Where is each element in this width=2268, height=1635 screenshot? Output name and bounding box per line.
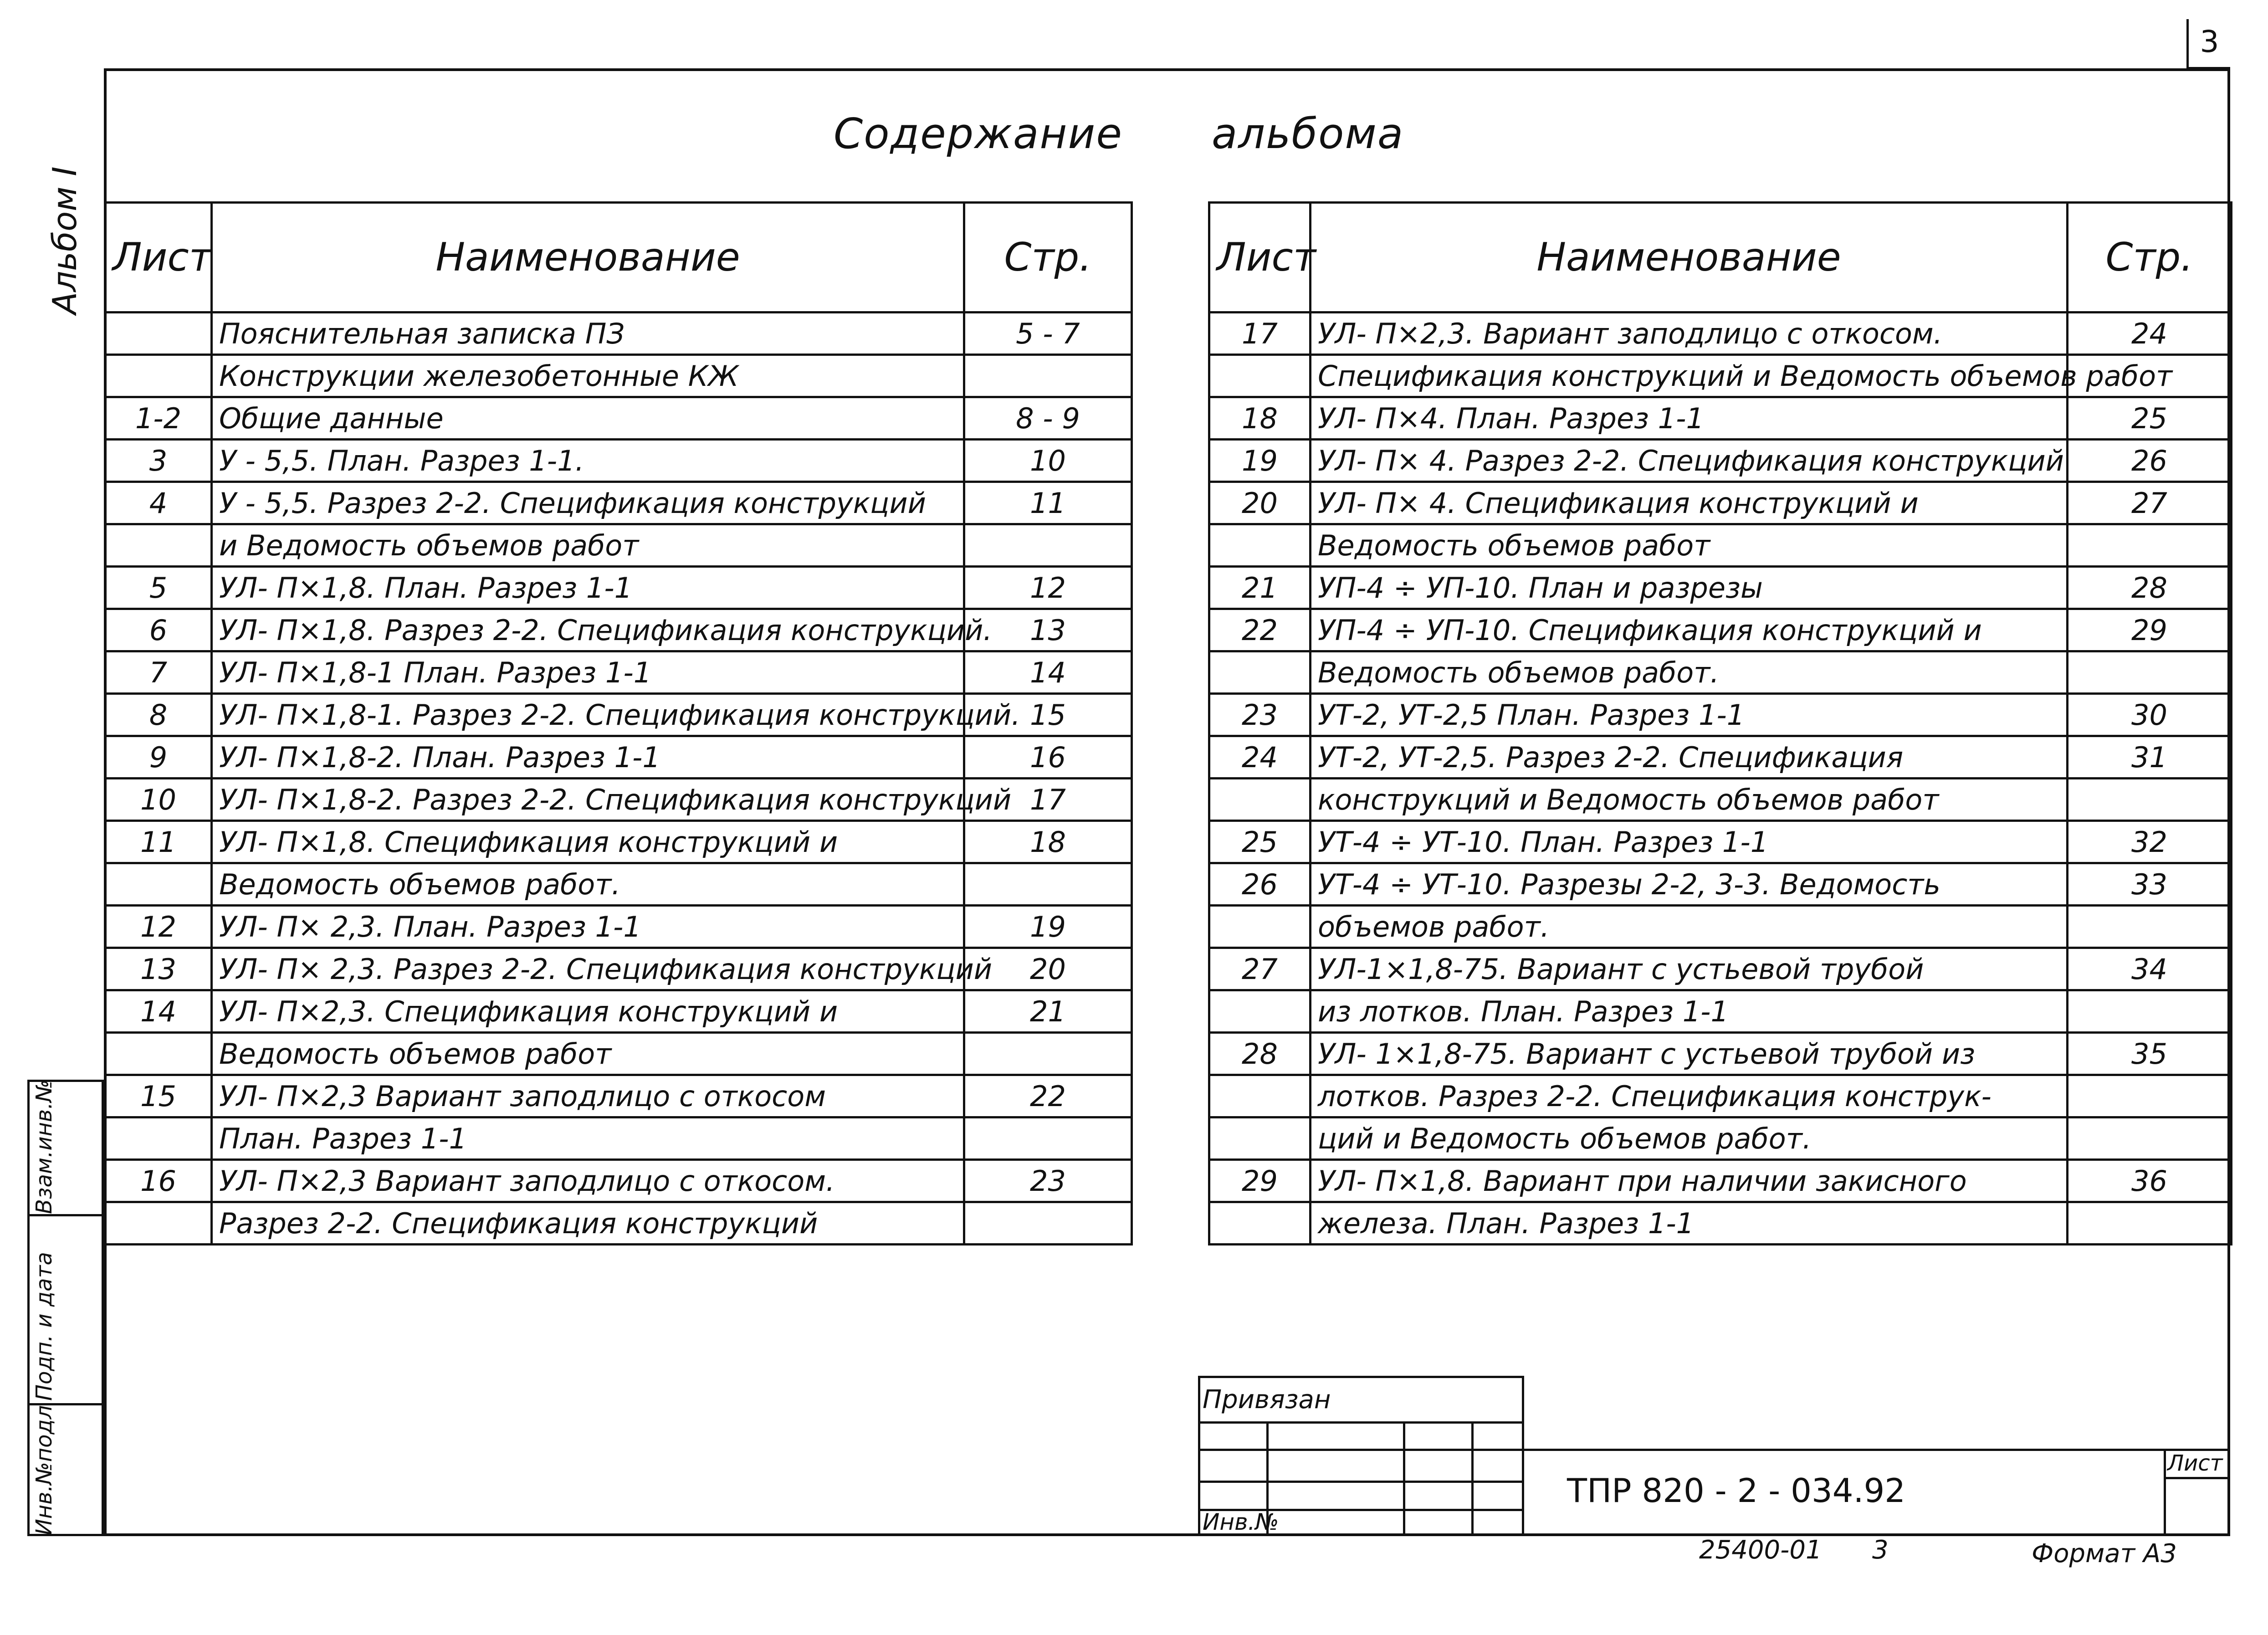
header-name: Наименование bbox=[212, 203, 964, 313]
cell-page: 33 bbox=[2068, 863, 2232, 906]
cell-name: УЛ- П×1,8. Спецификация конструкций и bbox=[212, 821, 964, 863]
table-row bbox=[105, 567, 1132, 609]
cell-sheet: 5 bbox=[105, 567, 212, 609]
stamp-signature: Подп. и дата bbox=[27, 1214, 104, 1405]
cell-name: Разрез 2-2. Спецификация конструкций bbox=[212, 1202, 964, 1245]
cell-sheet: 17 bbox=[1209, 313, 1311, 355]
cell-name: Ведомость объемов работ bbox=[212, 1033, 964, 1075]
cell-name: УЛ- П×1,8-2. Разрез 2-2. Спецификация конструкций bbox=[212, 779, 964, 821]
table-row bbox=[1209, 948, 2232, 990]
cell-name: УТ-4 ÷ УТ-10. Разрезы 2-2, 3-3. Ведомость bbox=[1311, 863, 2068, 906]
table-row bbox=[1209, 567, 2232, 609]
table-row bbox=[105, 1033, 1132, 1075]
cell-page: 32 bbox=[2068, 821, 2232, 863]
cell-page bbox=[2068, 524, 2232, 567]
table-row bbox=[105, 1202, 1132, 1245]
table-row bbox=[105, 821, 1132, 863]
cell-name: УЛ-1×1,8-75. Вариант с устьевой трубой bbox=[1311, 948, 2068, 990]
table-row bbox=[1209, 1033, 2232, 1075]
cell-name: Общие данные bbox=[212, 397, 964, 440]
cell-sheet: 4 bbox=[105, 482, 212, 524]
cell-sheet bbox=[1209, 524, 1311, 567]
cell-sheet: 15 bbox=[105, 1075, 212, 1117]
cell-page bbox=[964, 863, 1132, 906]
table-row bbox=[105, 397, 1132, 440]
table-row bbox=[1209, 609, 2232, 651]
cell-page: 28 bbox=[2068, 567, 2232, 609]
table-row bbox=[1209, 863, 2232, 906]
contents-table-left bbox=[104, 201, 1133, 1245]
format-label: Формат А3 bbox=[2032, 1539, 2177, 1568]
cell-page bbox=[2068, 906, 2232, 948]
cell-page: 13 bbox=[964, 609, 1132, 651]
header-page: Стр. bbox=[2068, 203, 2232, 313]
table-row bbox=[105, 1117, 1132, 1160]
cell-sheet: 19 bbox=[1209, 440, 1311, 482]
cell-page: 21 bbox=[964, 990, 1132, 1033]
cell-sheet bbox=[1209, 906, 1311, 948]
cell-sheet: 20 bbox=[1209, 482, 1311, 524]
cell-sheet bbox=[105, 355, 212, 397]
title-part2: альбома bbox=[1212, 109, 1404, 158]
header-sheet: Лист bbox=[105, 203, 212, 313]
cell-sheet: 1-2 bbox=[105, 397, 212, 440]
cell-sheet bbox=[105, 1117, 212, 1160]
table-row bbox=[1209, 694, 2232, 736]
cell-page bbox=[2068, 1202, 2232, 1245]
table-row bbox=[105, 651, 1132, 694]
cell-sheet: 27 bbox=[1209, 948, 1311, 990]
cell-sheet: 16 bbox=[105, 1160, 212, 1202]
cell-page: 11 bbox=[964, 482, 1132, 524]
cell-name: УЛ- П×2,3. Вариант заподлицо с откосом. bbox=[1311, 313, 2068, 355]
cell-name: УЛ- П× 2,3. Разрез 2-2. Спецификация конструкций bbox=[212, 948, 964, 990]
cell-name: Ведомость объемов работ. bbox=[1311, 651, 2068, 694]
cell-page: 22 bbox=[964, 1075, 1132, 1117]
table-row bbox=[1209, 524, 2232, 567]
cell-page: 20 bbox=[964, 948, 1132, 990]
cell-name: УП-4 ÷ УП-10. План и разрезы bbox=[1311, 567, 2068, 609]
cell-sheet: 21 bbox=[1209, 567, 1311, 609]
cell-page: 14 bbox=[964, 651, 1132, 694]
cell-sheet: 18 bbox=[1209, 397, 1311, 440]
cell-sheet bbox=[1209, 1117, 1311, 1160]
cell-name: объемов работ. bbox=[1311, 906, 2068, 948]
table-row bbox=[1209, 482, 2232, 524]
cell-page: 30 bbox=[2068, 694, 2232, 736]
album-label: Альбом I bbox=[46, 166, 84, 314]
cell-page bbox=[964, 1202, 1132, 1245]
cell-page: 5 - 7 bbox=[964, 313, 1132, 355]
table-row bbox=[1209, 736, 2232, 779]
cell-name: У - 5,5. План. Разрез 1-1. bbox=[212, 440, 964, 482]
cell-name: УЛ- П×1,8-2. План. Разрез 1-1 bbox=[212, 736, 964, 779]
cell-sheet bbox=[1209, 651, 1311, 694]
cell-sheet: 10 bbox=[105, 779, 212, 821]
cell-name: Конструкции железобетонные КЖ bbox=[212, 355, 964, 397]
cell-page: 16 bbox=[964, 736, 1132, 779]
cell-sheet: 22 bbox=[1209, 609, 1311, 651]
cell-sheet bbox=[1209, 1202, 1311, 1245]
cell-name: План. Разрез 1-1 bbox=[212, 1117, 964, 1160]
table-row bbox=[1209, 990, 2232, 1033]
cell-page: 29 bbox=[2068, 609, 2232, 651]
page-number: 3 bbox=[2186, 19, 2230, 69]
cell-page bbox=[2068, 1117, 2232, 1160]
table-row bbox=[1209, 821, 2232, 863]
cell-page bbox=[2068, 651, 2232, 694]
cell-page: 17 bbox=[964, 779, 1132, 821]
cell-name: УЛ- П×2,3. Спецификация конструкций и bbox=[212, 990, 964, 1033]
cell-name: УЛ- П×2,3 Вариант заподлицо с откосом. bbox=[212, 1160, 964, 1202]
stamp-inv-orig: Инв.№подл bbox=[27, 1403, 104, 1536]
cell-page: 19 bbox=[964, 906, 1132, 948]
doc-number: 25400-01 bbox=[1699, 1535, 1822, 1565]
table-row bbox=[1209, 779, 2232, 821]
cell-name: УЛ- П× 2,3. План. Разрез 1-1 bbox=[212, 906, 964, 948]
cell-name: и Ведомость объемов работ bbox=[212, 524, 964, 567]
cell-name: УЛ- П×1,8. Вариант при наличии закисного bbox=[1311, 1160, 2068, 1202]
cell-sheet bbox=[105, 863, 212, 906]
cell-sheet: 6 bbox=[105, 609, 212, 651]
table-row bbox=[105, 990, 1132, 1033]
cell-sheet bbox=[1209, 779, 1311, 821]
cell-page: 24 bbox=[2068, 313, 2232, 355]
cell-page bbox=[2068, 1075, 2232, 1117]
title-part1: Содержание bbox=[834, 109, 1123, 158]
cell-page: 34 bbox=[2068, 948, 2232, 990]
table-row bbox=[1209, 651, 2232, 694]
table-row bbox=[105, 482, 1132, 524]
cell-name: Пояснительная записка ПЗ bbox=[212, 313, 964, 355]
table-row bbox=[105, 313, 1132, 355]
cell-name: Спецификация конструкций и Ведомость объемов работ bbox=[1311, 355, 2068, 397]
table-row bbox=[105, 524, 1132, 567]
table-row bbox=[105, 694, 1132, 736]
cell-name: железа. План. Разрез 1-1 bbox=[1311, 1202, 2068, 1245]
cell-name: УЛ- П×2,3 Вариант заподлицо с откосом bbox=[212, 1075, 964, 1117]
header-page: Стр. bbox=[964, 203, 1132, 313]
cell-name: УТ-2, УТ-2,5. Разрез 2-2. Спецификация bbox=[1311, 736, 2068, 779]
cell-page: 35 bbox=[2068, 1033, 2232, 1075]
cell-sheet: 12 bbox=[105, 906, 212, 948]
cell-page: 8 - 9 bbox=[964, 397, 1132, 440]
table-row bbox=[1209, 906, 2232, 948]
cell-name: конструкций и Ведомость объемов работ bbox=[1311, 779, 2068, 821]
privyazan-label: Привязан bbox=[1203, 1385, 1331, 1415]
table-row bbox=[1209, 355, 2232, 397]
cell-name: УЛ- П× 4. Спецификация конструкций и bbox=[1311, 482, 2068, 524]
cell-page bbox=[964, 524, 1132, 567]
contents-table-right bbox=[1208, 201, 2232, 1245]
cell-sheet bbox=[105, 1202, 212, 1245]
inv-no-label: Инв.№ bbox=[1203, 1509, 1279, 1535]
cell-sheet: 28 bbox=[1209, 1033, 1311, 1075]
table-row bbox=[105, 906, 1132, 948]
cell-sheet: 7 bbox=[105, 651, 212, 694]
side-stamp-column bbox=[27, 1080, 104, 1536]
cell-page: 15 bbox=[964, 694, 1132, 736]
cell-name: ций и Ведомость объемов работ. bbox=[1311, 1117, 2068, 1160]
table-row bbox=[1209, 313, 2232, 355]
cell-name: Ведомость объемов работ. bbox=[212, 863, 964, 906]
cell-sheet: 23 bbox=[1209, 694, 1311, 736]
cell-sheet: 26 bbox=[1209, 863, 1311, 906]
cell-page bbox=[964, 355, 1132, 397]
table-row bbox=[105, 948, 1132, 990]
copy-number: 3 bbox=[1872, 1535, 1889, 1565]
cell-sheet: 14 bbox=[105, 990, 212, 1033]
cell-sheet bbox=[105, 524, 212, 567]
cell-name: УЛ- П×1,8-1. Разрез 2-2. Спецификация конструкций. bbox=[212, 694, 964, 736]
cell-name: УЛ- П× 4. Разрез 2-2. Спецификация конструкций bbox=[1311, 440, 2068, 482]
cell-page bbox=[2068, 779, 2232, 821]
table-row bbox=[105, 1160, 1132, 1202]
cell-sheet bbox=[1209, 355, 1311, 397]
cell-name: УЛ- П×1,8-1 План. Разрез 1-1 bbox=[212, 651, 964, 694]
cell-name: УЛ- П×4. План. Разрез 1-1 bbox=[1311, 397, 2068, 440]
cell-sheet: 8 bbox=[105, 694, 212, 736]
header-sheet: Лист bbox=[1209, 203, 1311, 313]
table-row bbox=[1209, 1075, 2232, 1117]
table-row bbox=[1209, 1160, 2232, 1202]
cell-name: УТ-2, УТ-2,5 План. Разрез 1-1 bbox=[1311, 694, 2068, 736]
table-row bbox=[105, 1075, 1132, 1117]
cell-sheet: 24 bbox=[1209, 736, 1311, 779]
cell-page: 27 bbox=[2068, 482, 2232, 524]
stamp-inv-zam: Взам.инв.№ bbox=[27, 1080, 104, 1216]
cell-page: 10 bbox=[964, 440, 1132, 482]
cell-sheet: 3 bbox=[105, 440, 212, 482]
table-row bbox=[105, 779, 1132, 821]
cell-sheet: 13 bbox=[105, 948, 212, 990]
cell-name: УЛ- П×1,8. Разрез 2-2. Спецификация конструкций. bbox=[212, 609, 964, 651]
header-name: Наименование bbox=[1311, 203, 2068, 313]
cell-name: УП-4 ÷ УП-10. Спецификация конструкций и bbox=[1311, 609, 2068, 651]
cell-page bbox=[964, 1033, 1132, 1075]
cell-page: 31 bbox=[2068, 736, 2232, 779]
cell-sheet bbox=[105, 1033, 212, 1075]
cell-page: 25 bbox=[2068, 397, 2232, 440]
cell-name: из лотков. План. Разрез 1-1 bbox=[1311, 990, 2068, 1033]
sheet-label: Лист bbox=[2167, 1450, 2223, 1476]
document-code: ТПР 820 - 2 - 034.92 bbox=[1567, 1471, 1906, 1510]
table-row bbox=[105, 736, 1132, 779]
table-row bbox=[105, 440, 1132, 482]
cell-sheet bbox=[1209, 1075, 1311, 1117]
table-row bbox=[105, 863, 1132, 906]
cell-sheet: 29 bbox=[1209, 1160, 1311, 1202]
cell-name: Ведомость объемов работ bbox=[1311, 524, 2068, 567]
cell-name: лотков. Разрез 2-2. Спецификация конструк- bbox=[1311, 1075, 2068, 1117]
cell-sheet bbox=[105, 313, 212, 355]
cell-page: 12 bbox=[964, 567, 1132, 609]
table-row bbox=[105, 355, 1132, 397]
cell-sheet: 25 bbox=[1209, 821, 1311, 863]
table-row bbox=[1209, 1202, 2232, 1245]
table-row bbox=[1209, 1117, 2232, 1160]
cell-page: 36 bbox=[2068, 1160, 2232, 1202]
table-row bbox=[105, 609, 1132, 651]
cell-page bbox=[964, 1117, 1132, 1160]
cell-page: 23 bbox=[964, 1160, 1132, 1202]
cell-name: УТ-4 ÷ УТ-10. План. Разрез 1-1 bbox=[1311, 821, 2068, 863]
cell-page: 26 bbox=[2068, 440, 2232, 482]
cell-page bbox=[2068, 990, 2232, 1033]
cell-sheet: 9 bbox=[105, 736, 212, 779]
cell-name: УЛ- 1×1,8-75. Вариант с устьевой трубой из bbox=[1311, 1033, 2068, 1075]
cell-sheet: 11 bbox=[105, 821, 212, 863]
table-row bbox=[1209, 440, 2232, 482]
cell-name: У - 5,5. Разрез 2-2. Спецификация конструкций bbox=[212, 482, 964, 524]
cell-page: 18 bbox=[964, 821, 1132, 863]
title-block bbox=[1198, 1376, 2230, 1536]
cell-name: УЛ- П×1,8. План. Разрез 1-1 bbox=[212, 567, 964, 609]
table-row bbox=[1209, 397, 2232, 440]
cell-sheet bbox=[1209, 990, 1311, 1033]
